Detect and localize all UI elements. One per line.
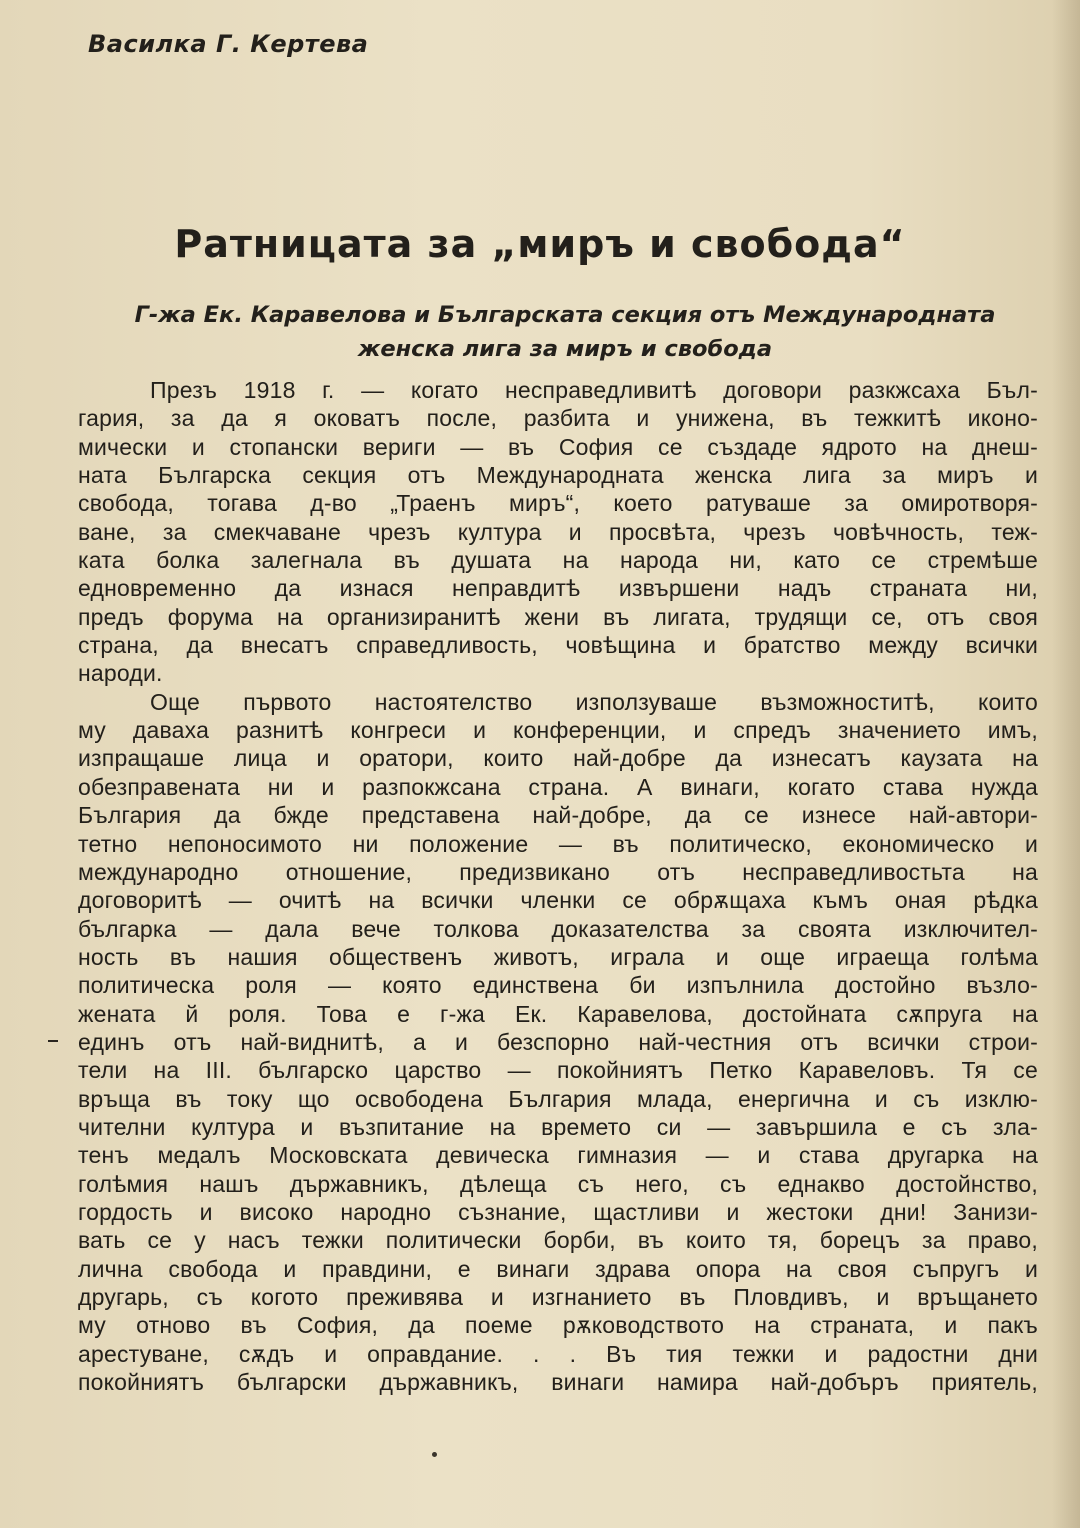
paragraph-line: Още първото настоятелство използуваше възможноститѣ, които bbox=[150, 688, 1038, 715]
paragraph-line: ване, за смекчаване чрезъ култура и просвѣта, чрезъ човѣчность, теж- bbox=[78, 518, 1038, 545]
paragraph-line: голѣмия нашъ държавникъ, дѣлеща съ него, съ еднакво достойнство, bbox=[78, 1170, 1038, 1197]
article-body bbox=[78, 376, 1038, 1396]
paragraph-line: другарь, съ когото преживява и изгнанието въ Пловдивъ, и връщането bbox=[78, 1284, 1038, 1310]
paragraph-line: вать се у насъ тежки политически борби, въ които тя, борецъ за право, bbox=[78, 1227, 1038, 1254]
paragraph-line: обезправената ни и разпокжсана страна. А винаги, когато става нужда bbox=[78, 773, 1038, 800]
paragraph-line: изпращаше лица и оратори, които най-добре да изнесатъ каузата на bbox=[78, 745, 1038, 772]
paragraph-line: тели на III. българско царство — покойниятъ Петко Каравеловъ. Тя се bbox=[78, 1057, 1038, 1084]
paragraph-line: тетно непоносимото ни положение — въ политическо, економическо и bbox=[78, 830, 1038, 857]
paragraph-line: предъ форума на организиранитѣ жени въ лигата, трудящи се, отъ своя bbox=[78, 603, 1038, 630]
paragraph-line: страна, да внесатъ справедливость, човѣщина и братство между всички bbox=[78, 632, 1038, 659]
paragraph-line: гария, за да я оковатъ после, разбита и унижена, въ тежкитѣ иконо- bbox=[78, 405, 1038, 432]
paragraph-line: гордость и високо народно съзнание, щастливи и жестоки дни! Занизи- bbox=[78, 1198, 1038, 1225]
paragraph-line: едновременно да изнася неправдитѣ извършени надъ страната ни, bbox=[78, 575, 1038, 602]
paragraph-line: покойниятъ български държавникъ, винаги намира най-добъръ приятель, bbox=[78, 1369, 1038, 1396]
paragraph-line: народи. bbox=[78, 660, 163, 687]
margin-mark bbox=[48, 1040, 58, 1042]
paragraph-line: жената й роля. Това е г-жа Ек. Каравелова, достойната сѫпруга на bbox=[78, 1000, 1038, 1027]
paragraph-line: свобода, тогава д-во „Траенъ миръ“, което ратуваше за омиротворя- bbox=[78, 490, 1038, 517]
article-title: Ратницата за „миръ и свобода“ bbox=[174, 222, 906, 266]
paragraph-line: България да бжде представена най-добре, да се изнесе най-автори- bbox=[78, 802, 1038, 829]
subtitle-line: Г-жа Ек. Каравелова и Българската секция отъ Международната bbox=[134, 302, 996, 328]
paragraph-line: чителни култура и възпитание на времето си — завършила е съ зла- bbox=[78, 1113, 1038, 1140]
paragraph-line: политическа роля — която единствена би изпълнила достойно възло- bbox=[78, 972, 1038, 999]
paragraph-line: ность въ нашия общественъ животъ, играла и още играеща голѣма bbox=[78, 943, 1038, 970]
paragraph-line: тенъ медалъ Московската девическа гимназия — и става другарка на bbox=[78, 1142, 1038, 1169]
subtitle-line: женска лига за миръ и свобода bbox=[357, 336, 773, 362]
paragraph-line: му отново въ София, да поеме рѫководството на страната, и пакъ bbox=[78, 1312, 1038, 1339]
author-name: Василка Г. Кертева bbox=[88, 30, 369, 58]
paragraph-line: договоритѣ — очитѣ на всички членки се обрѫщаха къмъ оная рѣдка bbox=[78, 887, 1038, 914]
paragraph-line: ката болка залегнала въ душата на народа ни, като се стремѣше bbox=[78, 547, 1038, 574]
paragraph-line: Презъ 1918 г. — когато несправедливитѣ договори разкжсаха Бъл- bbox=[150, 377, 1038, 403]
paragraph-line: българка — дала вече толкова доказателства за своята изключител- bbox=[78, 915, 1038, 942]
paragraph-line: лична свобода и правдини, е винаги здрава опора на своя съпругъ и bbox=[78, 1255, 1038, 1282]
paragraph-line: мически и стопански вериги — въ София се създаде ядрото на днеш- bbox=[78, 433, 1038, 460]
paragraph-line: ната Българска секция отъ Международната женска лига за миръ и bbox=[78, 462, 1038, 489]
article-subtitle bbox=[70, 298, 1060, 366]
paragraph-line: единъ отъ най-виднитѣ, а и безспорно най-честния отъ всички строи- bbox=[78, 1028, 1038, 1055]
paragraph-line: връща въ току що освободена България млада, енергична и съ изклю- bbox=[78, 1085, 1038, 1112]
paragraph-line: арестуване, сѫдъ и оправдание. . . Въ тия тежки и радостни дни bbox=[78, 1340, 1038, 1367]
paragraph-line: международно отношение, предизвикано отъ несправедливостьта на bbox=[78, 858, 1038, 885]
ink-spot bbox=[432, 1452, 437, 1457]
paragraph-line: му даваха разнитѣ конгреси и конференции, и спредъ значението имъ, bbox=[78, 717, 1038, 744]
